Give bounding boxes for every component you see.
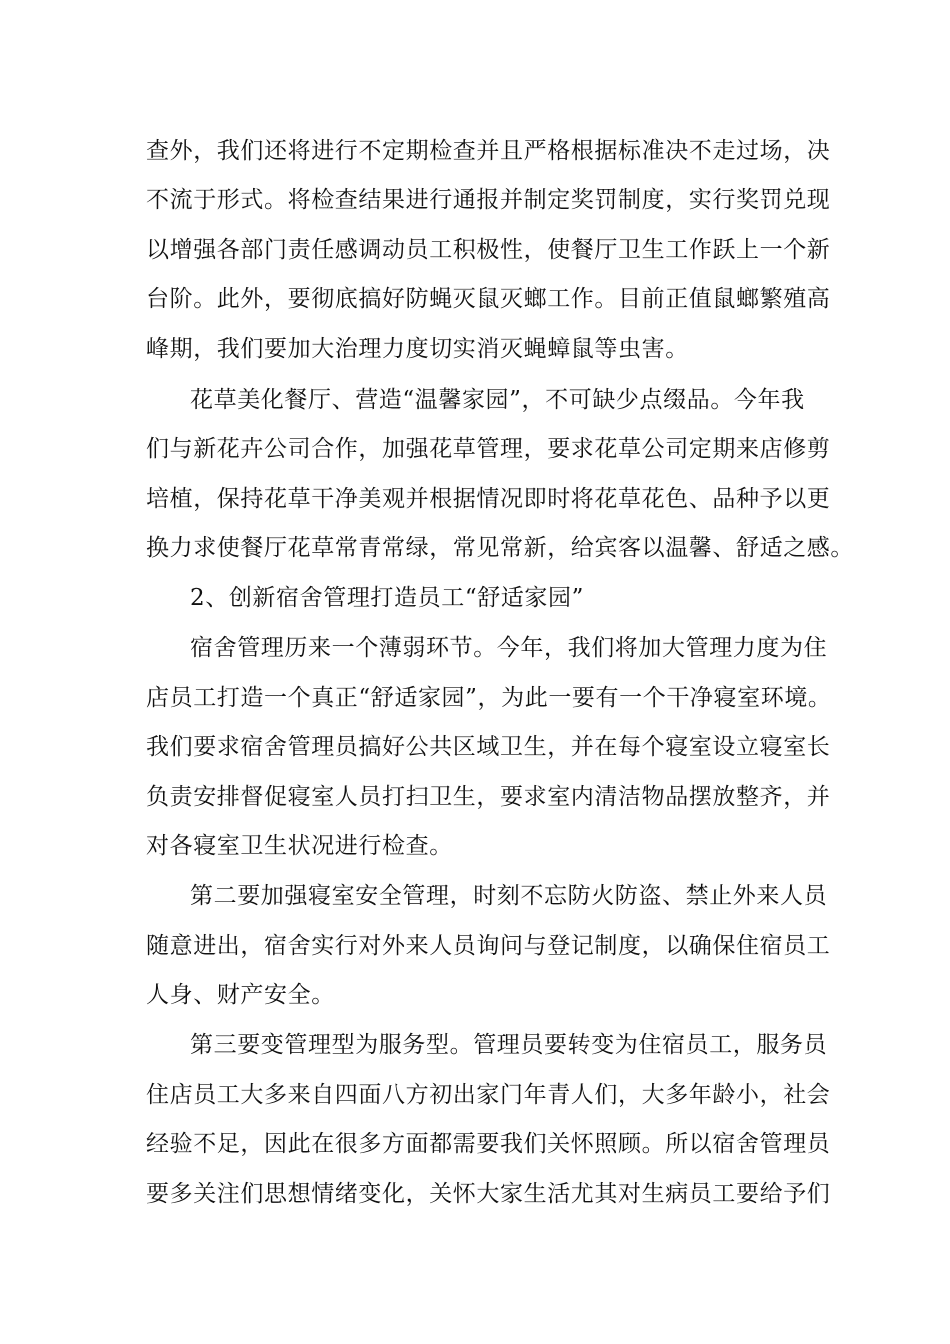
text-line: 要多关注们思想情绪变化，关怀大家生活尤其对生病员工要给予们 xyxy=(146,1181,831,1207)
text-line: 人身、财产安全。 xyxy=(146,982,335,1008)
text-line: 对各寝室卫生状况进行检查。 xyxy=(146,833,453,859)
text-line: 第三要变管理型为服务型。管理员要转变为住宿员工，服务员 xyxy=(190,1032,828,1058)
text-line: 查外，我们还将进行不定期检查并且严格根据标准决不走过场，决 xyxy=(146,138,831,164)
text-line: 培植，保持花草干净美观并根据情况即时将花草花色、品种予以更 xyxy=(146,486,831,512)
section-heading: 2、创新宿舍管理打造员工“舒适家园” xyxy=(190,585,584,611)
text-line: 宿舍管理历来一个薄弱环节。今年，我们将加大管理力度为住 xyxy=(190,635,828,661)
text-line: 我们要求宿舍管理员搞好公共区域卫生，并在每个寝室设立寝室长 xyxy=(146,734,831,760)
text-line: 店员工打造一个真正“舒适家园”，为此一要有一个干净寝室环境。 xyxy=(146,685,832,711)
text-line: 第二要加强寝室安全管理，时刻不忘防火防盗、禁止外来人员 xyxy=(190,883,828,909)
text-line: 负责安排督促寝室人员打扫卫生，要求室内清洁物品摆放整齐，并 xyxy=(146,784,831,810)
text-line: 经验不足，因此在很多方面都需要我们关怀照顾。所以宿舍管理员 xyxy=(146,1131,831,1157)
text-line: 们与新花卉公司合作，加强花草管理，要求花草公司定期来店修剪 xyxy=(146,436,831,462)
text-line: 住店员工大多来自四面八方初出家门年青人们，大多年龄小，社会 xyxy=(146,1082,831,1108)
text-line: 换力求使餐厅花草常青常绿，常见常新，给宾客以温馨、舒适之感。 xyxy=(146,535,854,561)
text-line: 以增强各部门责任感调动员工积极性，使餐厅卫生工作跃上一个新 xyxy=(146,237,831,263)
text-line: 随意进出，宿舍实行对外来人员询问与登记制度，以确保住宿员工 xyxy=(146,933,831,959)
text-line: 花草美化餐厅、营造“温馨家园”，不可缺少点缀品。今年我 xyxy=(190,387,805,413)
text-line: 不流于形式。将检查结果进行通报并制定奖罚制度，实行奖罚兑现 xyxy=(146,187,831,213)
text-line: 台阶。此外，要彻底搞好防蝇灭鼠灭螂工作。目前正值鼠螂繁殖高 xyxy=(146,286,831,312)
text-line: 峰期，我们要加大治理力度切实消灭蝇蟑鼠等虫害。 xyxy=(146,336,689,362)
